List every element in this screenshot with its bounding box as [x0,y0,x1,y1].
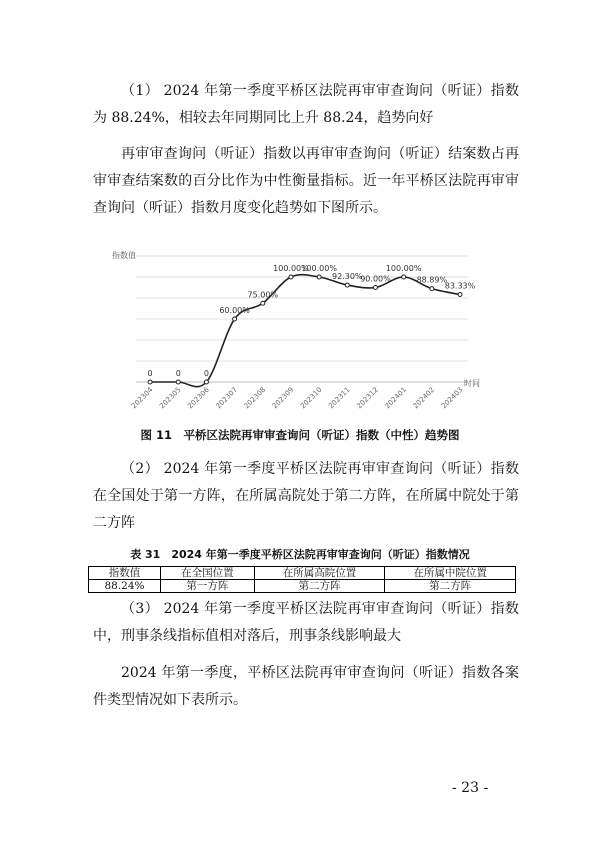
x-tick-label: 202304 [129,385,155,411]
data-label: 92.30% [332,272,363,282]
data-label: 100.00% [301,264,337,273]
data-point [373,286,377,290]
table-cell: 第二方阵 [385,580,516,593]
data-point [430,287,434,291]
x-tick-label: 202401 [383,385,409,411]
data-label: 83.33% [444,281,476,291]
x-tick-label: 202306 [186,385,211,411]
table-title: 表 31 2024 年第一季度平桥区法院再审审查询问（听证）指数情况 [130,548,470,561]
data-point [458,293,462,297]
series-line [147,275,460,387]
page-number: - 23 - [452,780,489,796]
paragraph-2: 再审审查询问（听证）指数以再审审查询问（听证）结案数占再审审查结案数的百分比作为中性衡量指标。近一年平桥区法院再审审查询问（听证）指数月度变化趋势如下图所示。 [93,146,519,216]
trend-chart [110,246,480,416]
table-cell: 88.24% [89,580,161,593]
x-tick-label: 202310 [298,385,324,411]
x-tick-label: 202403 [439,385,465,411]
data-point [402,275,406,279]
data-label: 100.00% [385,264,422,273]
x-tick-label: 202305 [158,385,183,411]
x-axis-title: 时间 [464,379,480,388]
data-label: 88.89% [416,275,448,285]
data-label: 100.00% [273,264,309,273]
data-point [176,380,180,384]
data-label: 0 [203,369,209,378]
data-point [289,275,293,279]
data-point [148,380,152,384]
data-label: 60.00% [219,306,250,315]
table-header-cell: 在所属高院位置 [254,567,385,580]
x-tick-label: 202308 [242,385,268,411]
data-label: 0 [175,369,181,378]
data-point [261,301,265,305]
data-point [204,380,208,384]
x-tick-label: 202311 [327,385,352,411]
table-cell: 第二方阵 [254,580,385,593]
table-cell: 第一方阵 [160,580,254,593]
table-header-row [89,567,516,580]
data-label: 75.00% [247,290,279,300]
data-label: 90.00% [360,274,391,284]
table-row [89,580,516,593]
paragraph-4: （3） 2024 年第一季度平桥区法院再审审查询问（听证）指数中，刑事条线指标值相对落后，刑事条线影响最大 [93,601,519,644]
x-tick-label: 202309 [270,385,296,411]
x-tick-label: 202402 [411,385,437,411]
index-table [88,566,516,593]
paragraph-3: （2） 2024 年第一季度平桥区法院再审审查询问（听证）指数在全国处于第一方阵，在所属高院处于第二方阵，在所属中院处于第二方阵 [93,461,519,531]
figure-caption: 图 11 平桥区法院再审审查询问（听证）指数（中性）趋势图 [140,428,460,442]
data-point [317,275,321,279]
table-header-cell: 在所属中院位置 [385,567,516,580]
data-label: 0 [147,369,153,378]
paragraph-5: 2024 年第一季度，平桥区法院再审审查询问（听证）指数各案件类型情况如下表所示。 [93,665,519,708]
data-point [233,317,237,321]
paragraph-1: （1） 2024 年第一季度平桥区法院再审审查询问（听证）指数为 88.24%，相较去年同期同比上升 88.24，趋势向好 [93,83,519,126]
y-axis-title: 指数值 [112,251,136,260]
x-tick-label: 202307 [214,385,240,411]
data-point [345,283,349,287]
x-tick-label: 202312 [355,385,380,411]
table-header-cell: 指数值 [89,567,161,580]
table-header-cell: 在全国位置 [160,567,254,580]
